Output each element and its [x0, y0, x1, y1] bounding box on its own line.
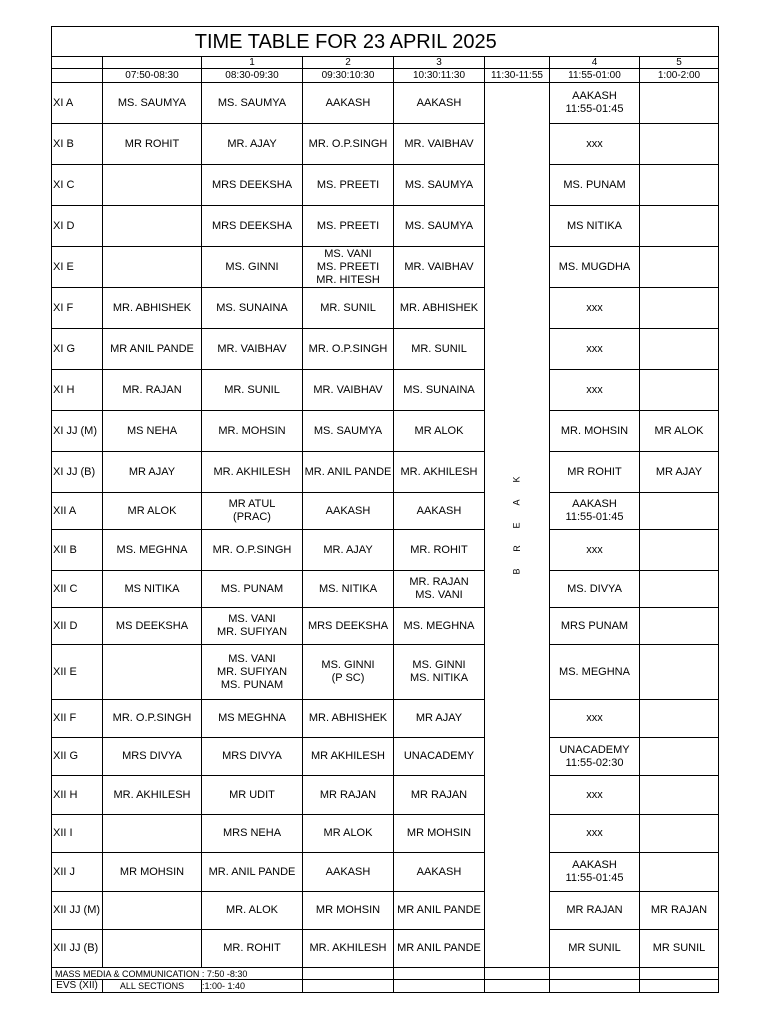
table-row: [52, 571, 719, 608]
period-5-teacher: [640, 645, 719, 700]
table-row: [52, 206, 719, 247]
class-name: XI C: [52, 165, 103, 206]
period-3-teacher: MR. AKHILESH: [394, 452, 485, 493]
evs-time: :1:00- 1:40: [202, 980, 303, 993]
period-2-teacher: [303, 247, 394, 288]
period-2-teacher: MS. PREETI: [303, 165, 394, 206]
class-name: XI H: [52, 370, 103, 411]
period-4-teacher-line: AAKASH: [572, 90, 617, 102]
period-1-teacher-line: MS. VANI: [228, 652, 276, 665]
class-name: XII B: [52, 530, 103, 571]
period-4-teacher-line: MS. DIVYA: [567, 582, 622, 595]
class-name: XI D: [52, 206, 103, 247]
period-4-teacher: [550, 124, 640, 165]
class-name: XII G: [52, 738, 103, 776]
period-5-teacher: [640, 700, 719, 738]
period-3-teacher: MR MOHSIN: [394, 815, 485, 853]
class-header-blank: [52, 57, 103, 69]
class-name: XII F: [52, 700, 103, 738]
period-3-teacher: MR. ABHISHEK: [394, 288, 485, 329]
period-1-teacher-line: MS. VANI: [228, 613, 276, 625]
period-time: 07:50-08:30: [103, 69, 202, 83]
evs-label: EVS (XII): [52, 980, 103, 993]
period-1-teacher: MR. VAIBHAV: [202, 329, 303, 370]
period-5-teacher: MR ALOK: [640, 411, 719, 452]
period-1-teacher: MS. GINNI: [202, 247, 303, 288]
period-4-teacher-line: MS. PUNAM: [563, 178, 626, 191]
period-number: 3: [394, 57, 485, 69]
class-name: XII JJ (B): [52, 930, 103, 968]
table-row: [52, 124, 719, 165]
period-4-teacher-line: AAKASH: [572, 859, 617, 871]
period-4-teacher: [550, 776, 640, 815]
class-name: XII J: [52, 853, 103, 892]
timetable: [51, 26, 719, 993]
footer-blank: [485, 968, 550, 980]
table-row: [52, 930, 719, 968]
period-1-teacher: MS. SUNAINA: [202, 288, 303, 329]
period-4-teacher: [550, 530, 640, 571]
period-3-teacher: [394, 571, 485, 608]
class-name: XI JJ (M): [52, 411, 103, 452]
period-3-teacher: MR. ROHIT: [394, 530, 485, 571]
table-row: [52, 608, 719, 645]
period-2-teacher: MS. NITIKA: [303, 571, 394, 608]
period-3-teacher: MR ANIL PANDE: [394, 930, 485, 968]
period-4-teacher: [550, 571, 640, 608]
footer-blank: [550, 980, 640, 993]
period-time-row: [52, 69, 719, 83]
period-4-teacher-line: 11:55-01:45: [565, 872, 624, 884]
period-3-teacher: AAKASH: [394, 493, 485, 530]
period-time: 09:30:10:30: [303, 69, 394, 83]
footer-blank: [485, 980, 550, 993]
period-1-teacher: MR. ROHIT: [202, 930, 303, 968]
footer-blank: [394, 968, 485, 980]
class-name: XII H: [52, 776, 103, 815]
period-1-teacher: MR UDIT: [202, 776, 303, 815]
period-5-teacher: [640, 776, 719, 815]
period-1-teacher: MRS DIVYA: [202, 738, 303, 776]
period-4-teacher: [550, 83, 640, 124]
period-4-teacher-line: xxx: [586, 712, 603, 724]
period-1-teacher: MRS NEHA: [202, 815, 303, 853]
period-1-teacher: MR. ANIL PANDE: [202, 853, 303, 892]
period-5-teacher: [640, 571, 719, 608]
period-4-teacher: [550, 853, 640, 892]
class-name: XII JJ (M): [52, 892, 103, 930]
period-3-teacher-line: MS. VANI: [415, 589, 463, 601]
break-letter: B: [511, 567, 522, 575]
period-4-teacher: [550, 370, 640, 411]
period-4-teacher-line: xxx: [586, 543, 603, 556]
period-0-teacher: [103, 206, 202, 247]
period-0-teacher: MS DEEKSHA: [103, 608, 202, 645]
table-row: [52, 247, 719, 288]
period-3-teacher-line: MS. GINNI: [412, 659, 466, 671]
period-0-teacher: [103, 165, 202, 206]
period-number: 1: [202, 57, 303, 69]
period-time: 11:30-11:55: [485, 69, 550, 83]
break-letter: R: [511, 544, 522, 552]
table-row: [52, 493, 719, 530]
period-2-teacher: MR AKHILESH: [303, 738, 394, 776]
period-5-teacher: [640, 738, 719, 776]
period-4-teacher-line: 11:55-02:30: [565, 756, 624, 769]
footer-blank: [394, 980, 485, 993]
period-1-teacher-line: MS. PUNAM: [220, 678, 284, 691]
period-4-teacher-line: MR SUNIL: [568, 942, 621, 954]
period-0-teacher: MR. RAJAN: [103, 370, 202, 411]
period-number: 2: [303, 57, 394, 69]
period-4-teacher: [550, 206, 640, 247]
table-row: [52, 370, 719, 411]
period-5-teacher: [640, 815, 719, 853]
period-4-teacher-line: xxx: [586, 301, 603, 314]
title-spacer: [640, 27, 719, 57]
period-2-teacher: MRS DEEKSHA: [303, 608, 394, 645]
period-3-teacher: MR ANIL PANDE: [394, 892, 485, 930]
class-name: XI G: [52, 329, 103, 370]
period-4-teacher-line: MS. MEGHNA: [559, 665, 630, 678]
footer-row: [52, 980, 719, 993]
period-5-teacher: [640, 288, 719, 329]
period-4-teacher-line: xxx: [586, 383, 603, 396]
mass-media-note: MASS MEDIA & COMMUNICATION : 7:50 -8:30: [52, 968, 303, 980]
period-1-teacher: MR. MOHSIN: [202, 411, 303, 452]
period-3-teacher: MR. SUNIL: [394, 329, 485, 370]
period-4-teacher-line: MR RAJAN: [566, 904, 623, 916]
period-3-teacher-line: MS. NITIKA: [409, 672, 469, 684]
period-0-teacher: MS. SAUMYA: [103, 83, 202, 124]
period-1-teacher: MRS DEEKSHA: [202, 206, 303, 247]
period-5-teacher: MR RAJAN: [640, 892, 719, 930]
period-5-teacher: MR SUNIL: [640, 930, 719, 968]
period-0-teacher: [103, 892, 202, 930]
table-row: [52, 853, 719, 892]
footer-blank: [640, 980, 719, 993]
period-4-teacher: [550, 608, 640, 645]
table-row: [52, 452, 719, 493]
table-row: [52, 288, 719, 329]
period-2-teacher: MS. SAUMYA: [303, 411, 394, 452]
period-4-teacher-line: MS NITIKA: [566, 219, 622, 232]
title-row: [52, 27, 719, 57]
period-3-teacher: MR. VAIBHAV: [394, 247, 485, 288]
footer-blank: [640, 968, 719, 980]
period-5-teacher: MR AJAY: [640, 452, 719, 493]
period-1-teacher: MR. ALOK: [202, 892, 303, 930]
period-5-teacher: [640, 83, 719, 124]
period-number: 4: [550, 57, 640, 69]
period-1-teacher: MS. SAUMYA: [202, 83, 303, 124]
period-4-teacher-line: AAKASH: [572, 498, 617, 510]
period-4-teacher: [550, 738, 640, 776]
footer-blank: [303, 968, 394, 980]
period-3-teacher: MS. SUNAINA: [394, 370, 485, 411]
period-2-teacher: MR. ANIL PANDE: [303, 452, 394, 493]
period-number: 5: [640, 57, 719, 69]
period-3-teacher: AAKASH: [394, 83, 485, 124]
period-number-row: [52, 57, 719, 69]
period-5-teacher: [640, 247, 719, 288]
period-time: 08:30-09:30: [202, 69, 303, 83]
table-row: [52, 815, 719, 853]
period-1-teacher-line: MR. SUFIYAN: [216, 665, 288, 678]
period-2-teacher-line: MS. VANI: [324, 247, 372, 260]
class-name: XI F: [52, 288, 103, 329]
footer-blank: [303, 980, 394, 993]
period-5-teacher: [640, 165, 719, 206]
period-0-teacher: MR AJAY: [103, 452, 202, 493]
period-3-teacher-line: MR. RAJAN: [409, 576, 469, 588]
period-1-teacher: [202, 493, 303, 530]
period-4-teacher: [550, 452, 640, 493]
period-2-teacher: MR ALOK: [303, 815, 394, 853]
period-2-teacher: AAKASH: [303, 853, 394, 892]
period-3-teacher: AAKASH: [394, 853, 485, 892]
period-number: [103, 57, 202, 69]
table-row: [52, 892, 719, 930]
period-1-teacher: MS MEGHNA: [202, 700, 303, 738]
period-4-teacher: [550, 700, 640, 738]
period-5-teacher: [640, 206, 719, 247]
period-3-teacher: MR RAJAN: [394, 776, 485, 815]
period-4-teacher: [550, 247, 640, 288]
period-1-teacher: MS. PUNAM: [202, 571, 303, 608]
period-0-teacher: MR ALOK: [103, 493, 202, 530]
table-row: [52, 700, 719, 738]
period-time: 1:00-2:00: [640, 69, 719, 83]
period-2-teacher: MR. O.P.SINGH: [303, 124, 394, 165]
class-name: XII E: [52, 645, 103, 700]
period-3-teacher: UNACADEMY: [394, 738, 485, 776]
period-4-teacher-line: UNACADEMY: [559, 743, 630, 756]
period-2-teacher: AAKASH: [303, 83, 394, 124]
period-number: [485, 57, 550, 69]
period-0-teacher: MS NEHA: [103, 411, 202, 452]
period-4-teacher: [550, 645, 640, 700]
period-4-teacher: [550, 288, 640, 329]
period-2-teacher: MR MOHSIN: [303, 892, 394, 930]
period-2-teacher-line: (P SC): [331, 672, 365, 684]
break-letter: E: [511, 521, 522, 529]
class-name: XI JJ (B): [52, 452, 103, 493]
period-2-teacher: MR. VAIBHAV: [303, 370, 394, 411]
period-4-teacher-line: MS. MUGDHA: [558, 260, 631, 273]
period-4-teacher-line: xxx: [586, 827, 603, 839]
period-2-teacher: MR. AJAY: [303, 530, 394, 571]
period-4-teacher: [550, 493, 640, 530]
period-3-teacher: MS. SAUMYA: [394, 165, 485, 206]
period-0-teacher: MR ROHIT: [103, 124, 202, 165]
period-0-teacher: MR. O.P.SINGH: [103, 700, 202, 738]
period-5-teacher: [640, 329, 719, 370]
class-name: XII A: [52, 493, 103, 530]
table-row: [52, 776, 719, 815]
class-name: XI B: [52, 124, 103, 165]
period-0-teacher: [103, 815, 202, 853]
break-letter: K: [511, 475, 522, 483]
period-3-teacher: MS. MEGHNA: [394, 608, 485, 645]
period-2-teacher: [303, 645, 394, 700]
period-4-teacher-line: xxx: [586, 137, 603, 150]
period-4-teacher: [550, 329, 640, 370]
break-column: [485, 83, 550, 968]
period-4-teacher-line: 11:55-01:45: [565, 103, 624, 115]
page-title: TIME TABLE FOR 23 APRIL 2025: [52, 27, 640, 57]
period-4-teacher-line: MR. MOHSIN: [560, 424, 629, 437]
period-1-teacher: MR. AJAY: [202, 124, 303, 165]
period-0-teacher: MR. ABHISHEK: [103, 288, 202, 329]
table-row: [52, 83, 719, 124]
period-0-teacher: [103, 930, 202, 968]
class-name: XII I: [52, 815, 103, 853]
period-5-teacher: [640, 530, 719, 571]
period-2-teacher: MR. O.P.SINGH: [303, 329, 394, 370]
class-name: XI A: [52, 83, 103, 124]
period-4-teacher: [550, 411, 640, 452]
period-1-teacher-line: MR ATUL: [228, 498, 276, 510]
period-1-teacher-line: (PRAC): [233, 511, 271, 523]
period-2-teacher-line: MR. HITESH: [316, 273, 380, 286]
period-4-teacher: [550, 930, 640, 968]
period-2-teacher-line: MS. PREETI: [316, 260, 380, 273]
period-2-teacher: MR. SUNIL: [303, 288, 394, 329]
table-row: [52, 329, 719, 370]
evs-sections: ALL SECTIONS: [103, 980, 202, 993]
period-4-teacher-line: 11:55-01:45: [565, 511, 624, 523]
period-2-teacher-line: MS. GINNI: [321, 659, 375, 671]
table-row: [52, 165, 719, 206]
period-0-teacher: MR MOHSIN: [103, 853, 202, 892]
period-0-teacher: MR ANIL PANDE: [103, 329, 202, 370]
period-1-teacher: MR. SUNIL: [202, 370, 303, 411]
period-3-teacher: MR. VAIBHAV: [394, 124, 485, 165]
period-1-teacher: MRS DEEKSHA: [202, 165, 303, 206]
period-3-teacher: MR ALOK: [394, 411, 485, 452]
period-2-teacher: MR. ABHISHEK: [303, 700, 394, 738]
period-4-teacher-line: xxx: [586, 788, 603, 801]
table-row: [52, 411, 719, 452]
period-5-teacher: [640, 124, 719, 165]
period-2-teacher: AAKASH: [303, 493, 394, 530]
class-name: XII D: [52, 608, 103, 645]
footer-blank: [550, 968, 640, 980]
period-0-teacher: MRS DIVYA: [103, 738, 202, 776]
period-4-teacher: [550, 165, 640, 206]
period-0-teacher: [103, 645, 202, 700]
table-row: [52, 738, 719, 776]
period-3-teacher: [394, 645, 485, 700]
period-2-teacher: MS. PREETI: [303, 206, 394, 247]
table-row: [52, 530, 719, 571]
break-label: [485, 475, 549, 576]
period-2-teacher: MR. AKHILESH: [303, 930, 394, 968]
period-3-teacher: MR AJAY: [394, 700, 485, 738]
period-1-teacher: MR. O.P.SINGH: [202, 530, 303, 571]
period-1-teacher: MR. AKHILESH: [202, 452, 303, 493]
period-2-teacher: MR RAJAN: [303, 776, 394, 815]
class-name: XII C: [52, 571, 103, 608]
period-5-teacher: [640, 370, 719, 411]
period-5-teacher: [640, 493, 719, 530]
period-0-teacher: [103, 247, 202, 288]
period-5-teacher: [640, 608, 719, 645]
period-4-teacher-line: MR ROHIT: [567, 465, 622, 478]
period-1-teacher: [202, 608, 303, 645]
period-0-teacher: MS NITIKA: [103, 571, 202, 608]
period-1-teacher-line: MR. SUFIYAN: [216, 626, 288, 638]
footer-row: [52, 968, 719, 980]
break-letter: A: [511, 498, 522, 506]
period-4-teacher: [550, 892, 640, 930]
period-1-teacher: [202, 645, 303, 700]
table-row: [52, 645, 719, 700]
class-name: XI E: [52, 247, 103, 288]
period-time: 10:30:11:30: [394, 69, 485, 83]
period-4-teacher-line: xxx: [586, 342, 603, 355]
period-3-teacher: MS. SAUMYA: [394, 206, 485, 247]
period-4-teacher: [550, 815, 640, 853]
period-0-teacher: MR. AKHILESH: [103, 776, 202, 815]
period-0-teacher: MS. MEGHNA: [103, 530, 202, 571]
class-header-blank: [52, 69, 103, 83]
period-5-teacher: [640, 853, 719, 892]
period-time: 11:55-01:00: [550, 69, 640, 83]
period-4-teacher-line: MRS PUNAM: [560, 619, 629, 632]
